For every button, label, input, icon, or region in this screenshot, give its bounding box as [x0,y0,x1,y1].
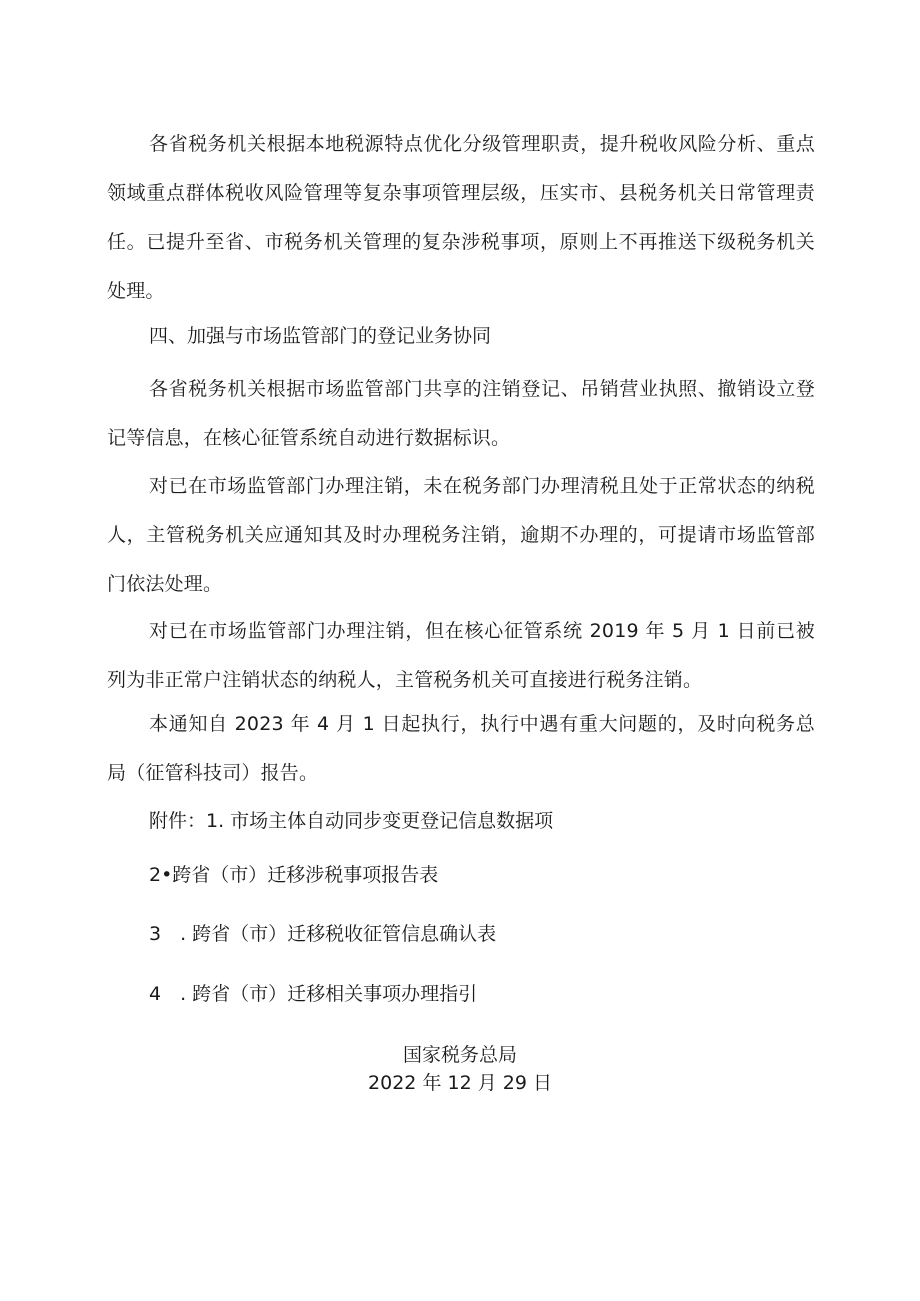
paragraph-effective-date: 本通知自 2023 年 4 月 1 日起执行，执行中遇有重大问题的，及时向税务总局（征管科技司）报告。 [107,713,815,784]
attachment-2: 2•跨省（市）迁移涉税事项报告表 [149,864,439,886]
paragraph-deregistration-notice: 对已在市场监管部门办理注销，未在税务部门办理清税且处于正常状态的纳税人，主管税务机关应通知其及时办理税务注销，逾期不办理的，可提请市场监管部门依法处理。 [107,475,815,595]
attachment-3: 3 . 跨省（市）迁移税收征管信息确认表 [149,923,497,945]
paragraph-registration-sync: 各省税务机关根据市场监管部门共享的注销登记、吊销营业执照、撤销设立登记等信息，在核心征管系统自动进行数据标识。 [107,378,815,449]
attachment-4: 4 . 跨省（市）迁移相关事项办理指引 [149,983,478,1005]
paragraph-abnormal-deregistration: 对已在市场监管部门办理注销，但在核心征管系统 2019 年 5 月 1 日前已被列为非正常户注销状态的纳税人，主管税务机关可直接进行税务注销。 [107,620,815,691]
issue-date: 2022 年 12 月 29 日 [368,1072,552,1094]
attachment-1: 附件：1. 市场主体自动同步变更登记信息数据项 [149,810,554,832]
paragraph-risk-management: 各省税务机关根据本地税源特点优化分级管理职责，提升税收风险分析、重点领域重点群体税收风险管理等复杂事项管理层级，压实市、县税务机关日常管理责任。已提升至省、市税务机关管理的复杂涉税事项，原则上不再推送下级税务机关处理。 [107,133,815,302]
issuer-name: 国家税务总局 [402,1044,517,1066]
section-heading-4: 四、加强与市场监管部门的登记业务协同 [149,325,492,347]
